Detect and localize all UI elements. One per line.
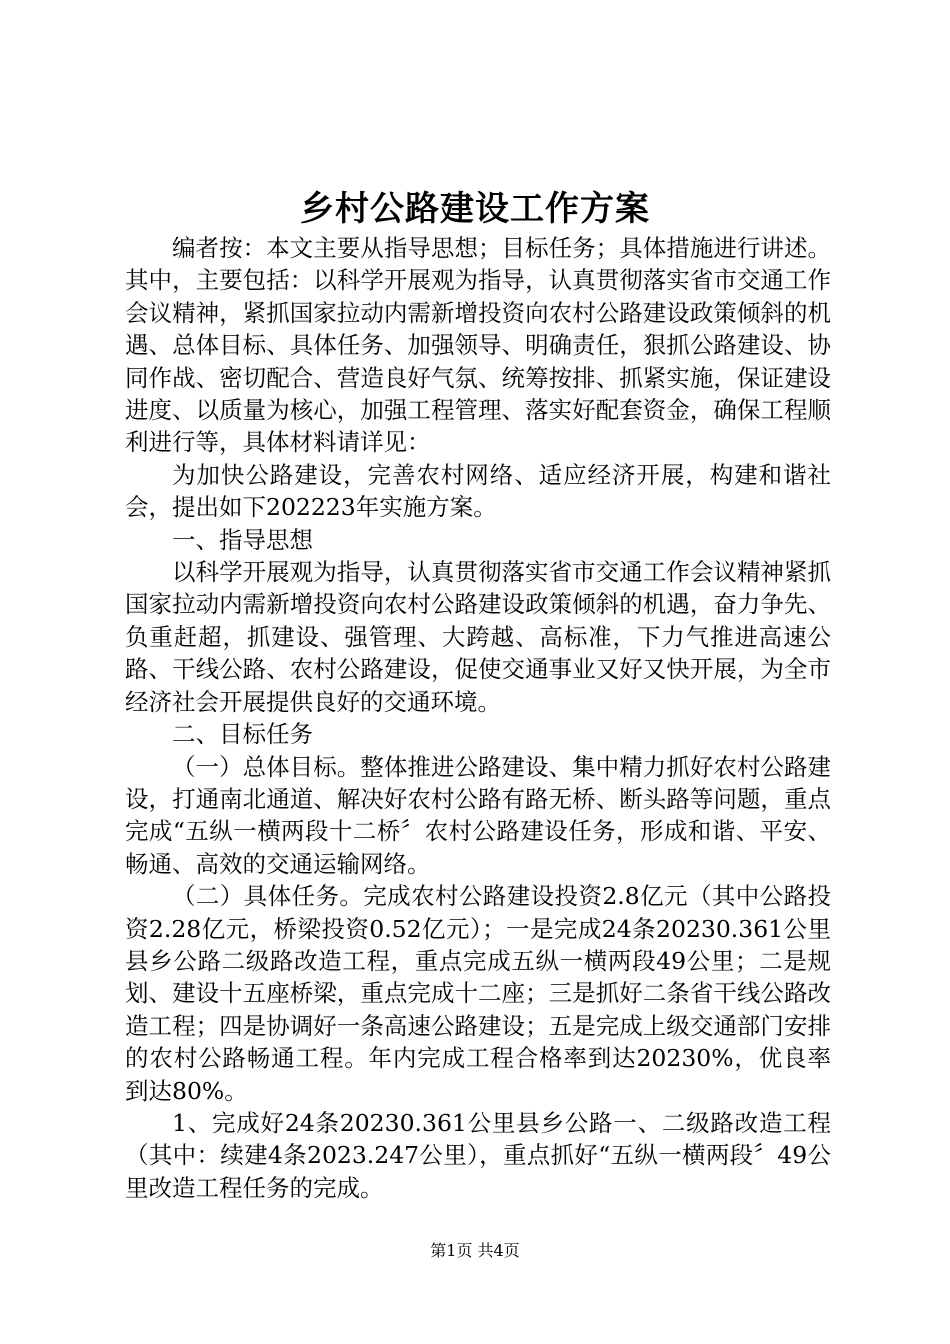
- editor-note-paragraph: 编者按：本文主要从指导思想；目标任务；具体措施进行讲述。其中，主要包括：以科学开展观为指导，认真贯彻落实省市交通工作会议精神，紧抓国家拉动内需新增投资向农村公路建设政策倾斜的机遇、总体目标、具体任务、加强领导、明确责任，狠抓公路建设、协同作战、密切配合、营造良好气氛、统筹按排、抓紧实施，保证建设进度、以质量为核心，加强工程管理、落实好配套资金，确保工程顺利进行等，具体材料请详见：: [125, 234, 831, 457]
- section-heading-guiding-thought: 一、指导思想: [172, 525, 313, 554]
- task-item-1-paragraph: 1、完成好24条20230.361公里县乡公路一、二级路改造工程（其中：续建4条2023.247公里），重点抓好“五纵一横两段〞49公里改造工程任务的完成。: [125, 1108, 831, 1202]
- overall-target-paragraph: （一）总体目标。整体推进公路建设、集中精力抓好农村公路建设，打通南北通道、解决好农村公路有路无桥、断头路等问题，重点完成“五纵一横两段十二桥〞农村公路建设任务，形成和谐、平安、畅通、高效的交通运输网络。: [125, 752, 831, 878]
- section-heading-targets: 二、目标任务: [172, 720, 313, 749]
- specific-tasks-paragraph: （二）具体任务。完成农村公路建设投资2.8亿元（其中公路投资2.28亿元，桥梁投资0.52亿元）；一是完成24条20230.361公里县乡公路二级路改造工程，重点完成五纵一横两段49公里；二是规划、建设十五座桥梁，重点完成十二座；三是抓好二条省干线公路改造工程；四是协调好一条高速公路建设；五是完成上级交通部门安排的农村公路畅通工程。年内完成工程合格率到达20230%，优良率到达80%。: [125, 882, 831, 1105]
- document-title: 乡村公路建设工作方案: [300, 189, 650, 229]
- guiding-thought-paragraph: 以科学开展观为指导，认真贯彻落实省市交通工作会议精神紧抓国家拉动内需新增投资向农村公路建设政策倾斜的机遇，奋力争先、负重赶超，抓建设、强管理、大跨越、高标准，下力气推进高速公路、干线公路、农村公路建设，促使交通事业又好又快开展，为全市经济社会开展提供良好的交通环境。: [125, 558, 831, 716]
- document-body: [125, 232, 831, 1204]
- page-footer: 第1页 共4页: [430, 1241, 520, 1260]
- intro-paragraph: 为加快公路建设，完善农村网络、适应经济开展，构建和谐社会，提出如下202223年实施方案。: [125, 460, 831, 522]
